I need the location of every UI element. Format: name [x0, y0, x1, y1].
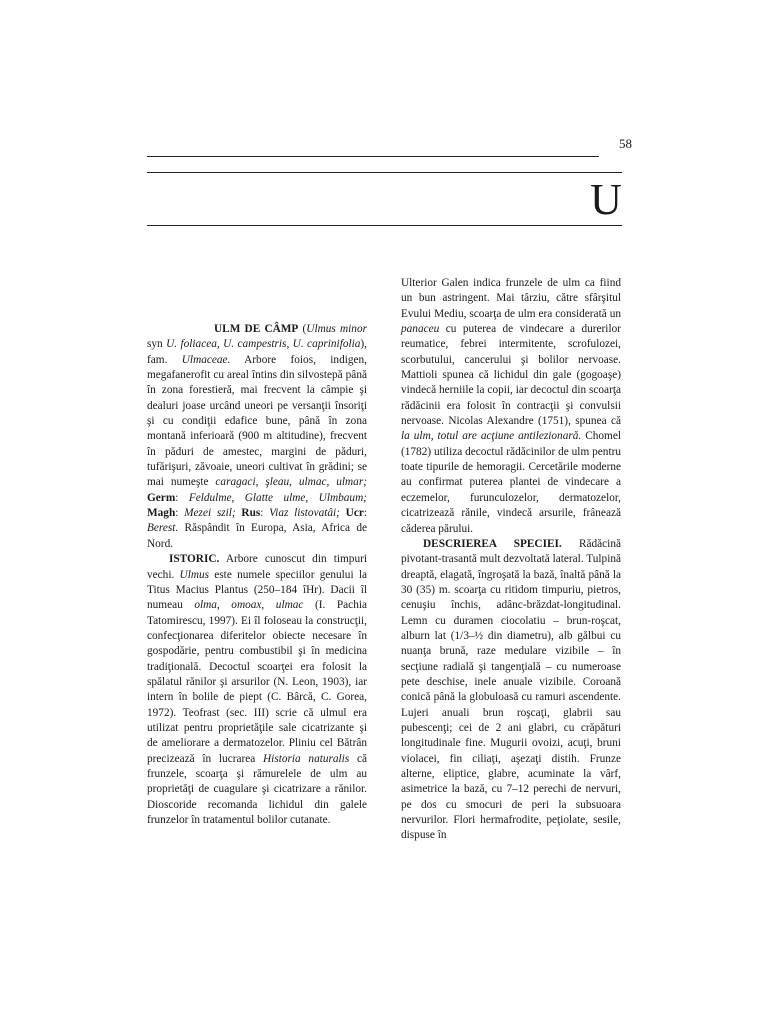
- description-paragraph: [401, 537, 621, 844]
- header-rule-middle: [147, 172, 622, 173]
- text-run: syn: [147, 338, 167, 351]
- family-name: Ulmaceae.: [181, 353, 231, 366]
- text-run: Chomel (1782) utiliza decoctul rădăcinilor de ulm pentru toate tipurile de hemoragii. Cercetările moderne au confirmat puterea plantei de vindecare a eczemelor, furunculozelor, dermatozelor, cicatrizează rănile, vindecă arsurile, frânează căderea părului.: [401, 430, 621, 535]
- page-number: 58: [619, 136, 632, 151]
- left-column: [147, 322, 367, 828]
- text-run: :: [363, 507, 367, 520]
- panacea-term: panaceu: [401, 323, 440, 336]
- romanian-names: caragaci, şleau, ulmac, ulmar;: [215, 476, 367, 489]
- text-run: (I. Pachia Tatomirescu, 1997). Ei îl foloseau la construcţii, confecţionarea diferitelor obiecte necesare în gospodărie, pentru combustibil şi în medicina tradiţională. Decoctul scoarţei era folosit la spălatul rănilor şi arsurilor (N. Leon, 1903), iar intern în bolile de piept (C. Bârcă, C. Gorea, 1972). Teofrast (sec. III) scrie că ulmul era utilizat pentru proprietăţile sale cicatrizante şi de ameliorare a dermatozelor. Pliniu cel Bătrân precizează în lucrarea: [147, 599, 367, 765]
- history-continued-paragraph: [401, 276, 621, 537]
- germ-label: Germ: [147, 491, 176, 504]
- entry-intro-paragraph: [147, 322, 367, 552]
- synonyms: U. foliacea, U. campestris, U. caprinifolia: [166, 338, 361, 351]
- section-letter: U: [590, 175, 622, 224]
- text-run: :: [175, 507, 185, 520]
- genus-name: Ulmus: [179, 568, 210, 581]
- text-run: Arbore cunoscut din timpuri vechi.: [147, 553, 367, 581]
- text-run: Arbore foios, indigen, megafanerofit cu areal întins din silvostepă până în zona forestieră, mai frecvent la câmpie şi dealuri joase urcând uneori pe versanţii însoriţi şi cu condiţii edafice bune, până în zona montană inferioară (900 m altitudine), frecvent în păduri de amestec, margini de păduri, tufărişuri, zăvoaie, uneori cultivat în grădini; se mai numeşte: [147, 353, 367, 489]
- scientific-name: Ulmus minor: [306, 323, 367, 335]
- header-rule-top: [147, 156, 599, 157]
- right-column: [401, 276, 621, 844]
- text-run: că frunzele, scoarţa şi rămurelele de ulm au proprietăţi de cuagulare şi cicatrizare a rănilor. Dioscoride recomanda lichidul din galele frunzelor în tratamentul bolilor cutanate.: [147, 752, 367, 826]
- entry-title: ULM DE CÂMP: [214, 323, 299, 335]
- alexandre-quote: la ulm, totul are acţiune antilezionară.: [401, 430, 582, 443]
- work-title: Historia naturalis: [263, 752, 350, 765]
- text-run: :: [175, 491, 189, 504]
- text-run: cu puterea de vindecare a durerilor reumatice, febrei intermitente, scrofulozei, scorbutului, cancerului şi bolilor nervoase. Mattioli spunea că lichidul din gale (gogoaşe) vindecă herniile la copii, iar decoctul din scoarţa rădăcinii era folosit în contracţii şi convulsii nervoase. Nicolas Alexandre (1751), spunea că: [401, 323, 621, 428]
- description-heading: DESCRIEREA SPECIEI.: [423, 537, 562, 550]
- hungarian-names: Mezei szil;: [184, 507, 236, 520]
- text-run: :: [260, 507, 270, 520]
- history-paragraph: [147, 552, 367, 828]
- german-names: Feldulme, Glatte ulme, Ulmbaum;: [188, 491, 367, 504]
- magh-label: Magh: [147, 507, 176, 520]
- history-heading: ISTORIC.: [169, 553, 220, 566]
- russian-names: Viaz listovatâi;: [269, 507, 340, 520]
- text-run: (: [298, 323, 307, 335]
- text-run: Ulterior Galen indica frunzele de ulm ca fiind un bun astringent. Mai târziu, către sfârşitul Evului Mediu, scoarţa de ulm era considerată un: [401, 277, 621, 320]
- text-run: este numele speciilor genului la Titus Macius Plantus (250–184 îHr). Dacii îl numeau: [147, 568, 367, 612]
- ukrainian-names: Berest.: [147, 522, 179, 535]
- dacian-names: olma, omoax, ulmac: [194, 599, 304, 612]
- header-rule-bottom: [147, 225, 622, 226]
- ucr-label: Ucr: [345, 507, 364, 520]
- rus-label: Rus: [241, 507, 261, 520]
- text-run: Rădăcină pivotant-trasantă mult dezvoltată lateral. Tulpină dreaptă, elagată, îngroşată la bază, înaltă până la 30 (35) m. scoarţa cu ritidom timpuriu, pietros, cenuşiu închis, adânc-brăzdat-longitudinal. Lemn cu duramen ciocolatiu – brun-roşcat, alburn lat (1/3–½ din diametru), alb gălbui cu nuanţa brună, raze medulare vizibile – în secţiune radială şi tangenţială – cu numeroase pete deschise, inele anuale vizibile. Coroană conică până la globuloasă cu ramuri ascendente. Lujeri anuali brun roşcaţi, glabrii sau pubescenţi; cei de 2 ani glabri, cu crăpături longitudinale fine. Mugurii ovoizi, acuţi, bruni violacei, fin ciliaţi, aşezaţi distih. Frunze alterne, eliptice, glabre, acuminate la vârf, asimetrice la bază, cu 7–12 perechi de nervuri, pe dos cu smocuri de peri la subsuoara nervurilor. Flori hermafrodite, peţiolate, sesile, dispuse în: [401, 537, 621, 842]
- text-run: Răspândit în Europa, Asia, Africa de Nord.: [147, 522, 367, 550]
- text-run: ), fam.: [147, 338, 367, 366]
